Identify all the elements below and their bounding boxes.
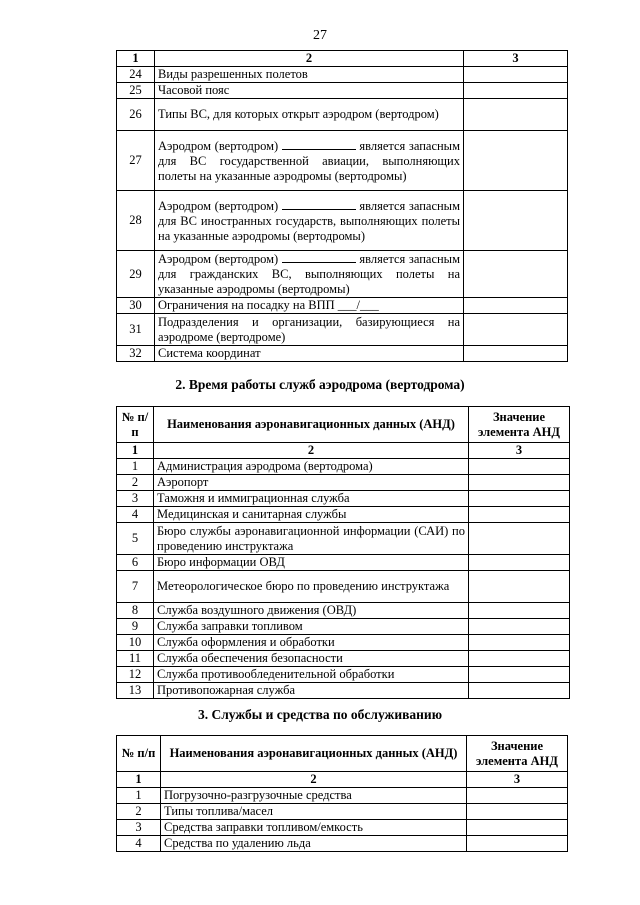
row-number: 3: [117, 491, 154, 507]
row-value[interactable]: [469, 635, 570, 651]
column-number: 1: [117, 443, 154, 459]
header-number: № п/п: [117, 407, 154, 443]
row-value[interactable]: [469, 555, 570, 571]
row-number: 31: [117, 314, 155, 346]
table-row: [117, 99, 568, 131]
row-value[interactable]: [469, 523, 570, 555]
column-number: 3: [464, 51, 568, 67]
row-number: 28: [117, 191, 155, 251]
row-name: Метеорологическое бюро по проведению инструктажа: [154, 571, 469, 603]
table-row: [117, 667, 570, 683]
header-name: Наименования аэронавигационных данных (АНД): [154, 407, 469, 443]
table-row: [117, 314, 568, 346]
row-number: 4: [117, 836, 161, 852]
row-value[interactable]: [464, 298, 568, 314]
row-value[interactable]: [469, 459, 570, 475]
row-name: Типы ВС, для которых открыт аэродром (вертодром): [155, 99, 464, 131]
column-numbers-row: [117, 51, 568, 67]
row-name-prefix: Аэродром (вертодром): [158, 252, 279, 266]
row-number: 27: [117, 131, 155, 191]
row-value[interactable]: [469, 683, 570, 699]
row-name: Подразделения и организации, базирующиеся на аэродроме (вертодроме): [155, 314, 464, 346]
header-row: [117, 407, 570, 443]
row-number: 1: [117, 459, 154, 475]
column-number: 2: [161, 772, 467, 788]
column-number: 2: [155, 51, 464, 67]
row-name: Медицинская и санитарная службы: [154, 507, 469, 523]
row-value[interactable]: [469, 667, 570, 683]
fill-in-blank[interactable]: [282, 251, 356, 263]
row-name-suffix: является запасным для ВС государственной авиации, выполняющих полеты на указанные аэродромы (вертодромы): [158, 138, 460, 183]
row-value[interactable]: [464, 314, 568, 346]
row-name: Ограничения на посадку на ВПП ___/___: [155, 298, 464, 314]
table-row: [117, 191, 568, 251]
table-row: [117, 251, 568, 298]
table-row: [117, 788, 568, 804]
header-value: Значение элемента АНД: [469, 407, 570, 443]
table-row: [117, 491, 570, 507]
row-value[interactable]: [467, 804, 568, 820]
row-number: 13: [117, 683, 154, 699]
table-row: [117, 651, 570, 667]
table-row: [117, 603, 570, 619]
header-row: [117, 736, 568, 772]
row-value[interactable]: [469, 571, 570, 603]
row-number: 9: [117, 619, 154, 635]
row-number: 7: [117, 571, 154, 603]
table-service-hours: [116, 406, 570, 699]
row-number: 26: [117, 99, 155, 131]
row-name-prefix: Аэродром (вертодром): [158, 198, 279, 213]
header-value: Значение элемента АНД: [467, 736, 568, 772]
row-value[interactable]: [464, 99, 568, 131]
table-row: [117, 523, 570, 555]
row-name-suffix: является запасным для гражданских ВС, выполняющих полеты на указанные аэродромы (вертодромы): [158, 252, 460, 296]
row-value[interactable]: [464, 191, 568, 251]
row-name: Служба оформления и обработки: [154, 635, 469, 651]
table-row: [117, 459, 570, 475]
row-number: 25: [117, 83, 155, 99]
row-number: 24: [117, 67, 155, 83]
section-2-title: 2. Время работы служб аэродрома (вертодрома): [175, 377, 465, 392]
row-name: Погрузочно-разгрузочные средства: [161, 788, 467, 804]
row-value[interactable]: [464, 251, 568, 298]
row-name: Служба заправки топливом: [154, 619, 469, 635]
row-name: Бюро службы аэронавигационной информации (САИ) по проведению инструктажа: [154, 523, 469, 555]
row-number: 12: [117, 667, 154, 683]
row-value[interactable]: [469, 491, 570, 507]
row-name: Служба противообледенительной обработки: [154, 667, 469, 683]
header-number: № п/п: [117, 736, 161, 772]
row-value[interactable]: [467, 788, 568, 804]
row-name: [155, 131, 464, 191]
row-number: 32: [117, 346, 155, 362]
column-number: 1: [117, 51, 155, 67]
row-name: Система координат: [155, 346, 464, 362]
row-name: Типы топлива/масел: [161, 804, 467, 820]
table-row: [117, 67, 568, 83]
row-value[interactable]: [464, 346, 568, 362]
table-row: [117, 555, 570, 571]
row-value[interactable]: [464, 67, 568, 83]
header-name: Наименования аэронавигационных данных (АНД): [161, 736, 467, 772]
column-number: 3: [467, 772, 568, 788]
row-name: Виды разрешенных полетов: [155, 67, 464, 83]
table-aerodrome-data-continued: [116, 50, 568, 362]
table-handling-services: [116, 735, 568, 852]
row-number: 8: [117, 603, 154, 619]
column-numbers-row: [117, 443, 570, 459]
row-number: 29: [117, 251, 155, 298]
row-name: Таможня и иммиграционная служба: [154, 491, 469, 507]
column-numbers-row: [117, 772, 568, 788]
row-number: 2: [117, 475, 154, 491]
column-number: 3: [469, 443, 570, 459]
row-name: Служба воздушного движения (ОВД): [154, 603, 469, 619]
row-number: 3: [117, 820, 161, 836]
row-value[interactable]: [469, 619, 570, 635]
section-3-title: 3. Службы и средства по обслуживанию: [197, 707, 443, 722]
row-value[interactable]: [469, 475, 570, 491]
row-number: 1: [117, 788, 161, 804]
table-row: [117, 683, 570, 699]
row-value[interactable]: [469, 507, 570, 523]
table-row: [117, 346, 568, 362]
row-number: 5: [117, 523, 154, 555]
row-value[interactable]: [467, 820, 568, 836]
row-value[interactable]: [464, 131, 568, 191]
row-name: Часовой пояс: [155, 83, 464, 99]
table-row: [117, 131, 568, 191]
row-value[interactable]: [469, 651, 570, 667]
table-row: [117, 635, 570, 651]
table-row: [117, 820, 568, 836]
row-name: Средства заправки топливом/емкость: [161, 820, 467, 836]
column-number: 1: [117, 772, 161, 788]
fill-in-blank[interactable]: [282, 198, 356, 210]
row-number: 10: [117, 635, 154, 651]
row-name: [155, 191, 464, 251]
row-value[interactable]: [464, 83, 568, 99]
fill-in-blank[interactable]: [282, 138, 356, 150]
table-row: [117, 804, 568, 820]
row-number: 11: [117, 651, 154, 667]
row-number: 30: [117, 298, 155, 314]
row-name-prefix: Аэродром (вертодром): [158, 138, 279, 153]
row-number: 2: [117, 804, 161, 820]
table-row: [117, 507, 570, 523]
table-row: [117, 475, 570, 491]
row-name-suffix: является запасным для ВС иностранных государств, выполняющих полеты на указанные аэродромы (вертодромы): [158, 198, 460, 243]
row-value[interactable]: [469, 603, 570, 619]
row-name: Администрация аэродрома (вертодрома): [154, 459, 469, 475]
column-number: 2: [154, 443, 469, 459]
row-name: Бюро информации ОВД: [154, 555, 469, 571]
row-name: Противопожарная служба: [154, 683, 469, 699]
row-name: Средства по удалению льда: [161, 836, 467, 852]
page-number: 27: [313, 28, 327, 43]
table-row: [117, 298, 568, 314]
row-name: [155, 251, 464, 298]
row-number: 4: [117, 507, 154, 523]
row-name: Служба обеспечения безопасности: [154, 651, 469, 667]
table-row: [117, 571, 570, 603]
table-row: [117, 83, 568, 99]
row-value[interactable]: [467, 836, 568, 852]
row-number: 6: [117, 555, 154, 571]
table-row: [117, 836, 568, 852]
row-name: Аэропорт: [154, 475, 469, 491]
table-row: [117, 619, 570, 635]
